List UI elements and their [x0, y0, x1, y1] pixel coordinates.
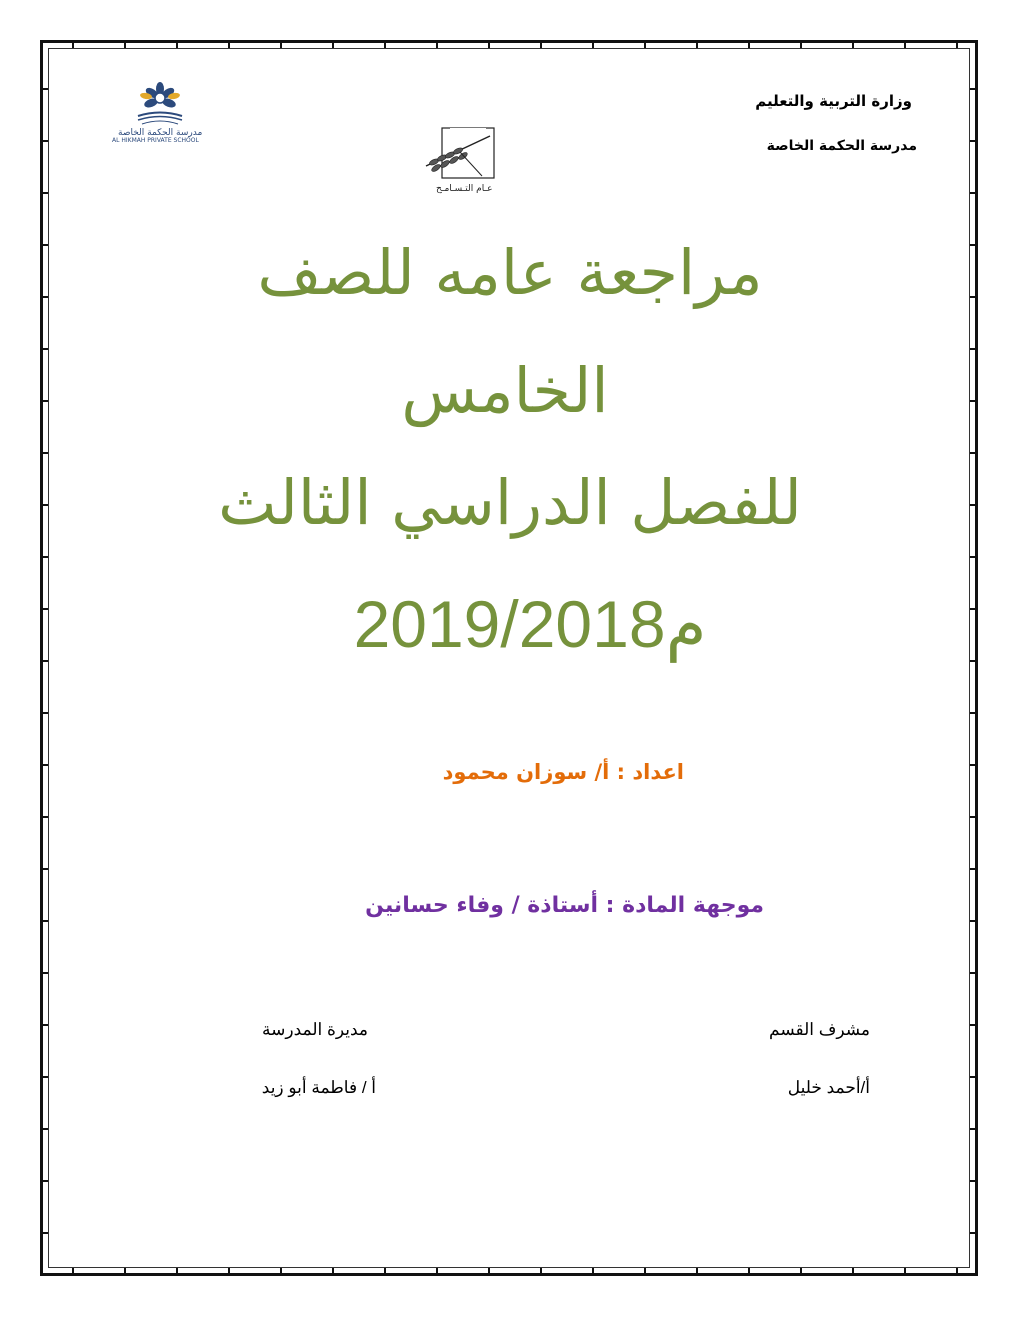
wheat-icon: [420, 126, 504, 186]
border-tick: [800, 1268, 802, 1276]
border-tick: [384, 1268, 386, 1276]
border-tick: [970, 452, 978, 454]
title-line-3: للفصل الدراسي الثالث: [218, 466, 802, 539]
border-tick: [40, 1024, 48, 1026]
logo-name-ar: مدرسة الحكمة الخاصة: [118, 128, 203, 138]
border-tick: [280, 1268, 282, 1276]
border-tick: [970, 920, 978, 922]
border-tick: [540, 1268, 542, 1276]
border-tick: [970, 1024, 978, 1026]
principal-title: مديرة المدرسة: [262, 1020, 368, 1039]
border-tick: [176, 1268, 178, 1276]
border-tick: [970, 1076, 978, 1078]
author-label: اعداد : أ/ سوزان محمود: [442, 760, 684, 784]
border-tick: [72, 40, 74, 48]
border-tick: [956, 40, 958, 48]
border-tick: [40, 1232, 48, 1234]
border-tick: [696, 40, 698, 48]
border-tick: [970, 1128, 978, 1130]
border-tick: [280, 40, 282, 48]
border-tick: [800, 40, 802, 48]
border-tick: [592, 40, 594, 48]
border-tick: [696, 1268, 698, 1276]
dept-head-name: أ/أحمد خليل: [787, 1078, 870, 1097]
border-tick: [592, 1268, 594, 1276]
tolerance-caption: عـام التـسـامـح: [436, 184, 493, 194]
border-tick: [644, 1268, 646, 1276]
border-tick: [970, 88, 978, 90]
title-line-1: مراجعة عامه للصف: [257, 236, 763, 309]
border-tick: [956, 1268, 958, 1276]
border-tick: [384, 40, 386, 48]
border-tick: [40, 192, 48, 194]
supervisor-label: موجهة المادة : أستاذة / وفاء حسانين: [365, 893, 764, 918]
school-logo: [112, 82, 212, 144]
border-tick: [904, 1268, 906, 1276]
border-tick: [72, 1268, 74, 1276]
border-tick: [40, 452, 48, 454]
border-tick: [124, 1268, 126, 1276]
border-tick: [970, 816, 978, 818]
border-tick: [228, 40, 230, 48]
border-tick: [852, 40, 854, 48]
border-tick: [124, 40, 126, 48]
border-tick: [40, 1128, 48, 1130]
border-tick: [40, 556, 48, 558]
border-tick: [436, 1268, 438, 1276]
border-tick: [332, 40, 334, 48]
border-tick: [644, 40, 646, 48]
border-tick: [228, 1268, 230, 1276]
border-tick: [970, 972, 978, 974]
border-tick: [40, 712, 48, 714]
principal-name: أ / فاطمة أبو زيد: [261, 1078, 376, 1097]
tolerance-emblem: [420, 126, 504, 196]
border-tick: [970, 140, 978, 142]
border-tick: [970, 192, 978, 194]
border-tick: [40, 816, 48, 818]
border-tick: [852, 1268, 854, 1276]
border-tick: [748, 40, 750, 48]
title-year: 2019/2018م: [353, 587, 707, 661]
title-line-2: الخامس: [401, 354, 609, 427]
dept-head-title: مشرف القسم: [769, 1020, 870, 1039]
border-tick: [904, 40, 906, 48]
border-tick: [40, 868, 48, 870]
border-tick: [748, 1268, 750, 1276]
border-tick: [40, 88, 48, 90]
border-tick: [488, 40, 490, 48]
border-tick: [40, 764, 48, 766]
border-tick: [40, 1180, 48, 1182]
border-tick: [970, 1180, 978, 1182]
border-tick: [176, 40, 178, 48]
border-tick: [40, 140, 48, 142]
border-tick: [40, 1076, 48, 1078]
border-tick: [436, 40, 438, 48]
border-tick: [332, 1268, 334, 1276]
ministry-label: وزارة التربية والتعليم: [755, 92, 912, 110]
border-tick: [488, 1268, 490, 1276]
border-tick: [40, 348, 48, 350]
border-tick: [970, 764, 978, 766]
logo-name-en: AL HIKMAH PRIVATE SCHOOL: [112, 137, 199, 144]
border-tick: [40, 972, 48, 974]
border-tick: [970, 868, 978, 870]
border-tick: [970, 556, 978, 558]
border-tick: [970, 348, 978, 350]
border-tick: [40, 920, 48, 922]
school-label: مدرسة الحكمة الخاصة: [766, 138, 917, 154]
border-tick: [540, 40, 542, 48]
border-tick: [970, 1232, 978, 1234]
border-tick: [970, 712, 978, 714]
